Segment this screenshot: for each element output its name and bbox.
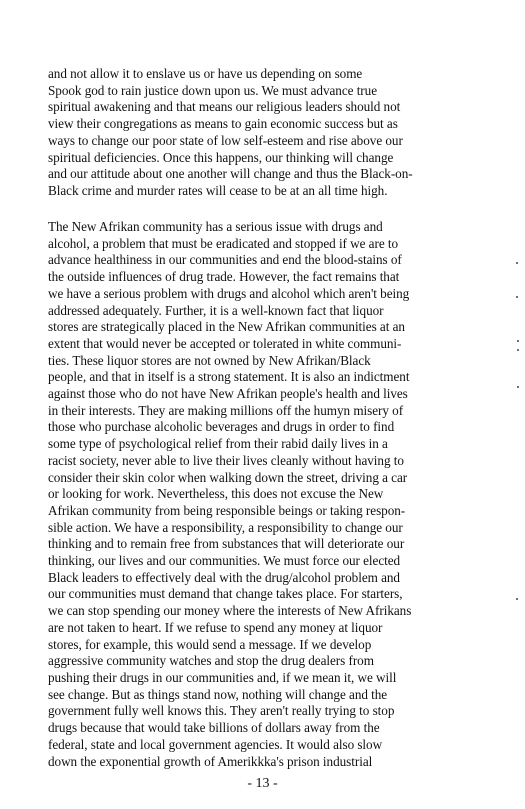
- text-line: Black leaders to effectively deal with the drug/alcohol problem and: [48, 569, 400, 585]
- text-line: racist society, never able to live their lives cleanly without having to: [48, 452, 404, 468]
- text-line: sible action. We have a responsibility, a responsibility to change our: [48, 519, 403, 535]
- scan-speck: [517, 340, 519, 342]
- text-line: thinking, our lives and our communities. We must force our elected: [48, 553, 401, 569]
- text-line: spiritual deficiencies. Once this happens, our thinking will change: [48, 149, 394, 165]
- paragraph-2: [48, 219, 478, 770]
- text-line: and not allow it to enslave us or have us depending on some: [48, 66, 363, 81]
- text-line: Spook god to rain justice down upon us. We must advance true: [48, 82, 377, 98]
- text-line: we have a serious problem with drugs and alcohol which aren't being: [48, 285, 410, 301]
- scan-speck: [516, 598, 518, 600]
- text-line: consider their skin color when walking down the street, driving a car: [48, 469, 408, 485]
- text-line: down the exponential growth of Amerikkka's prison industrial: [48, 753, 373, 769]
- text-line: Afrikan community from being responsible beings or taking respon-: [48, 502, 406, 518]
- text-line: ties. These liquor stores are not owned by New Afrikan/Black: [48, 352, 371, 368]
- text-line: The New Afrikan community has a serious issue with drugs and: [48, 219, 383, 234]
- text-line: see change. But as things stand now, nothing will change and the: [48, 686, 388, 702]
- text-line: the outside influences of drug trade. However, the fact remains that: [48, 269, 400, 285]
- text-line: spiritual awakening and that means our religious leaders should not: [48, 99, 401, 115]
- paragraph-1: [48, 66, 478, 200]
- text-line: addressed adequately. Further, it is a well-known fact that liquor: [48, 302, 384, 318]
- text-line: extent that would never be accepted or tolerated in white communi-: [48, 335, 402, 351]
- text-line: alcohol, a problem that must be eradicated and stopped if we are to: [48, 235, 399, 251]
- text-line: are not taken to heart. If we refuse to spend any money at liquor: [48, 619, 383, 635]
- text-line: in their interests. They are making millions off the humyn misery of: [48, 402, 404, 418]
- text-line: or looking for work. Nevertheless, this does not excuse the New: [48, 486, 384, 502]
- text-line: government fully well knows this. They aren't really trying to stop: [48, 703, 395, 719]
- text-line: aggressive community watches and stop the drug dealers from: [48, 653, 374, 669]
- text-line: pushing their drugs in our communities and, if we mean it, we will: [48, 669, 397, 685]
- text-line: Black crime and murder rates will cease to be at an all time high.: [48, 182, 388, 198]
- scan-speck: [517, 349, 519, 351]
- text-line: federal, state and local government agencies. It would also slow: [48, 736, 383, 752]
- text-line: those who purchase alcoholic beverages and drugs in order to find: [48, 419, 395, 435]
- text-line: our communities must demand that change takes place. For starters,: [48, 586, 403, 602]
- text-line: people, and that in itself is a strong statement. It is also an indictment: [48, 369, 410, 385]
- text-line: thinking and to remain free from substances that will deteriorate our: [48, 536, 405, 552]
- scan-speck: [517, 386, 519, 388]
- page-number: - 13 -: [247, 776, 278, 791]
- text-line: stores, for example, this would send a message. If we develop: [48, 636, 372, 652]
- scan-speck: [516, 262, 518, 264]
- text-line: some type of psychological relief from their rabid daily lives in a: [48, 436, 388, 452]
- text-line: advance healthiness in our communities and end the blood-stains of: [48, 252, 402, 268]
- text-line: and our attitude about one another will change and thus the Black-on-: [48, 166, 413, 182]
- text-line: stores are strategically placed in the New Afrikan communities at an: [48, 319, 405, 335]
- text-line: drugs because that would take billions of dollars away from the: [48, 720, 380, 736]
- text-line: ways to change our poor state of low self-esteem and rise above our: [48, 132, 403, 148]
- scan-speck: [516, 296, 518, 298]
- text-line: view their congregations as means to gain economic success but as: [48, 116, 398, 132]
- text-line: we can stop spending our money where the interests of New Afrikans: [48, 603, 412, 619]
- text-line: against those who do not have New Afrikan people's health and lives: [48, 386, 408, 402]
